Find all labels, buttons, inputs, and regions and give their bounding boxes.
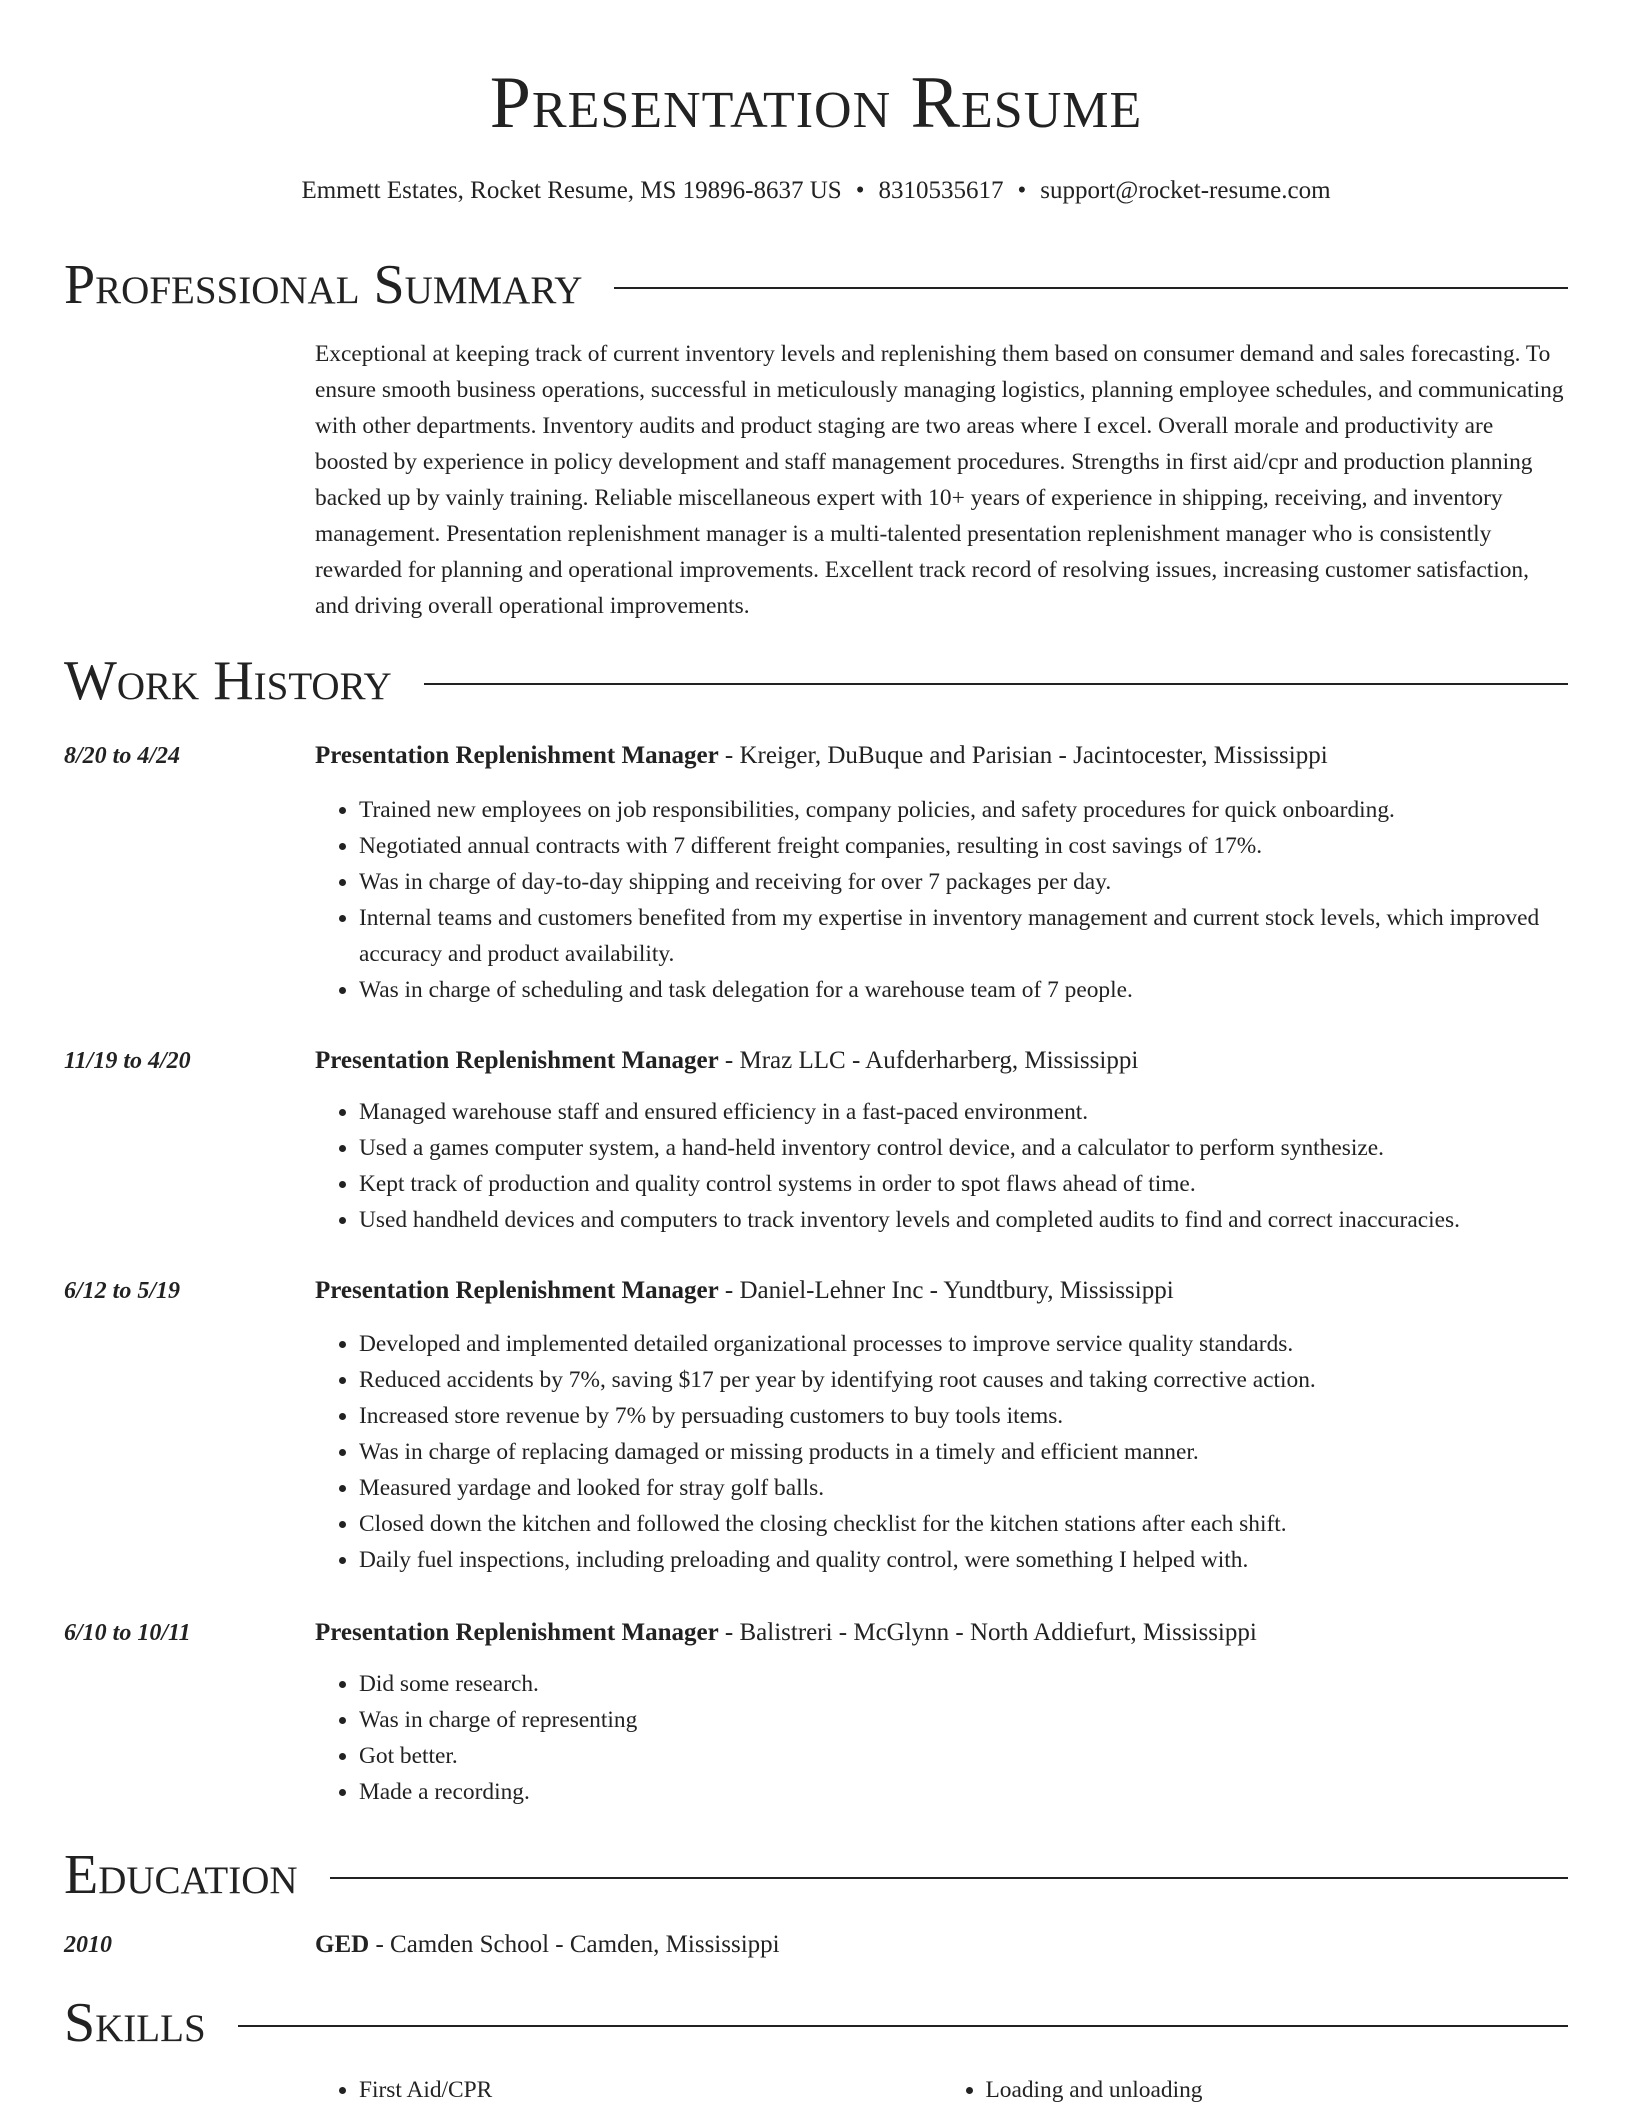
job-bullet: • Managed warehouse staff and ensured efficiency in a fast-paced environment. <box>359 1094 1568 1130</box>
job-bullet: • Was in charge of representing <box>359 1702 1568 1738</box>
job-dates: 6/12 to 5/19 <box>64 1278 181 1304</box>
section-header-work <box>64 648 1568 714</box>
job-bullet: • Got better. <box>359 1738 1568 1774</box>
section-title-work: Work History <box>64 650 392 712</box>
skill-item: • First Aid/CPR <box>359 2072 942 2108</box>
section-header-summary <box>64 252 1568 318</box>
job-bullet: • Increased store revenue by 7% by persuading customers to buy tools items. <box>359 1398 1568 1434</box>
job-role: Presentation Replenishment Manager <box>315 742 719 769</box>
section-divider <box>424 683 1568 685</box>
education-details: - Camden School - Camden, Mississippi <box>369 1931 780 1958</box>
skills-list <box>315 2072 1568 2108</box>
skills-column-left <box>315 2072 942 2108</box>
job-bullet: • Closed down the kitchen and followed the closing checklist for the kitchen stations after each shift. <box>359 1506 1568 1542</box>
contact-separator: • <box>1017 177 1027 204</box>
education-degree: GED <box>315 1931 370 1958</box>
job-heading <box>315 1044 1138 1078</box>
job-heading <box>315 1616 1257 1650</box>
summary-text: Exceptional at keeping track of current inventory levels and replenishing them based on consumer demand and sales forecasting. To ensure smooth business operations, successful in meticulously managing logistics, planning employee schedules, and communicating with other departments. Inventory audits and product staging are two areas where I excel. Overall morale and productivity are boosted by experience in policy development and staff management procedures. Strengths in first aid/cpr and production planning backed up by vainly training. Reliable miscellaneous expert with 10+ years of experience in shipping, receiving, and inventory management. Presentation replenishment manager is a multi-talented presentation replenishment manager who is consistently rewarded for planning and operational improvements. Excellent track record of resolving issues, increasing customer satisfaction, and driving overall operational improvements. <box>315 341 1564 619</box>
section-header-skills <box>64 1990 1568 2056</box>
section-divider <box>330 1877 1568 1879</box>
resume-name: Presentation Resume <box>489 62 1143 144</box>
section-divider <box>238 2025 1568 2027</box>
job-bullet: • Did some research. <box>359 1666 1568 1702</box>
job-bullets <box>315 792 1568 1008</box>
education-year: 2010 <box>64 1932 112 1958</box>
contact-email: support@rocket-resume.com <box>1040 177 1331 204</box>
job-bullet: • Used a games computer system, a hand-held inventory control device, and a calculator to perform synthesize. <box>359 1130 1568 1166</box>
job-details: - Daniel-Lehner Inc - Yundtbury, Mississippi <box>718 1277 1174 1304</box>
job-bullet: • Developed and implemented detailed organizational processes to improve service quality standards. <box>359 1326 1568 1362</box>
job-bullet: • Made a recording. <box>359 1774 1568 1810</box>
job-bullet: • Measured yardage and looked for stray golf balls. <box>359 1470 1568 1506</box>
contact-address: Emmett Estates, Rocket Resume, MS 19896-8637 US <box>301 177 842 204</box>
job-dates: 8/20 to 4/24 <box>64 743 181 769</box>
contact-line <box>64 174 1568 208</box>
job-dates: 11/19 to 4/20 <box>64 1048 191 1074</box>
job-bullet: • Was in charge of scheduling and task delegation for a warehouse team of 7 people. <box>359 972 1568 1008</box>
contact-phone: 8310535617 <box>878 177 1004 204</box>
job-bullet: • Reduced accidents by 7%, saving $17 per year by identifying root causes and taking corrective action. <box>359 1362 1568 1398</box>
job-bullet: • Negotiated annual contracts with 7 different freight companies, resulting in cost savings of 17%. <box>359 828 1568 864</box>
job-bullet: • Internal teams and customers benefited from my expertise in inventory management and current stock levels, which improved accuracy and product availability. <box>359 900 1568 972</box>
job-heading <box>315 1274 1174 1308</box>
job-bullets <box>315 1326 1568 1578</box>
job-role: Presentation Replenishment Manager <box>315 1277 719 1304</box>
job-bullet: • Daily fuel inspections, including preloading and quality control, were something I helped with. <box>359 1542 1568 1578</box>
job-bullet: • Kept track of production and quality control systems in order to spot flaws ahead of time. <box>359 1166 1568 1202</box>
job-details: - Balistreri - McGlynn - North Addiefurt, Mississippi <box>718 1619 1257 1646</box>
contact-separator: • <box>855 177 865 204</box>
section-divider <box>614 287 1568 289</box>
skills-column-right <box>942 2072 1569 2108</box>
job-dates: 6/10 to 10/11 <box>64 1620 191 1646</box>
job-role: Presentation Replenishment Manager <box>315 1619 719 1646</box>
job-bullet: • Trained new employees on job responsibilities, company policies, and safety procedures for quick onboarding. <box>359 792 1568 828</box>
section-title-education: Education <box>64 1844 298 1906</box>
section-title-skills: Skills <box>64 1992 206 2054</box>
education-heading <box>315 1928 780 1962</box>
job-bullets <box>315 1666 1568 1810</box>
job-role: Presentation Replenishment Manager <box>315 1047 719 1074</box>
section-title-summary: Professional Summary <box>64 254 583 316</box>
section-header-education <box>64 1842 1568 1908</box>
skill-item: • Loading and unloading <box>986 2072 1569 2108</box>
job-details: - Kreiger, DuBuque and Parisian - Jacintocester, Mississippi <box>718 742 1328 769</box>
job-heading <box>315 739 1328 773</box>
job-bullets <box>315 1094 1568 1238</box>
job-bullet: • Used handheld devices and computers to track inventory levels and completed audits to find and correct inaccuracies. <box>359 1202 1568 1238</box>
job-bullet: • Was in charge of day-to-day shipping and receiving for over 7 packages per day. <box>359 864 1568 900</box>
job-bullet: • Was in charge of replacing damaged or missing products in a timely and efficient manner. <box>359 1434 1568 1470</box>
job-details: - Mraz LLC - Aufderharberg, Mississippi <box>718 1047 1139 1074</box>
